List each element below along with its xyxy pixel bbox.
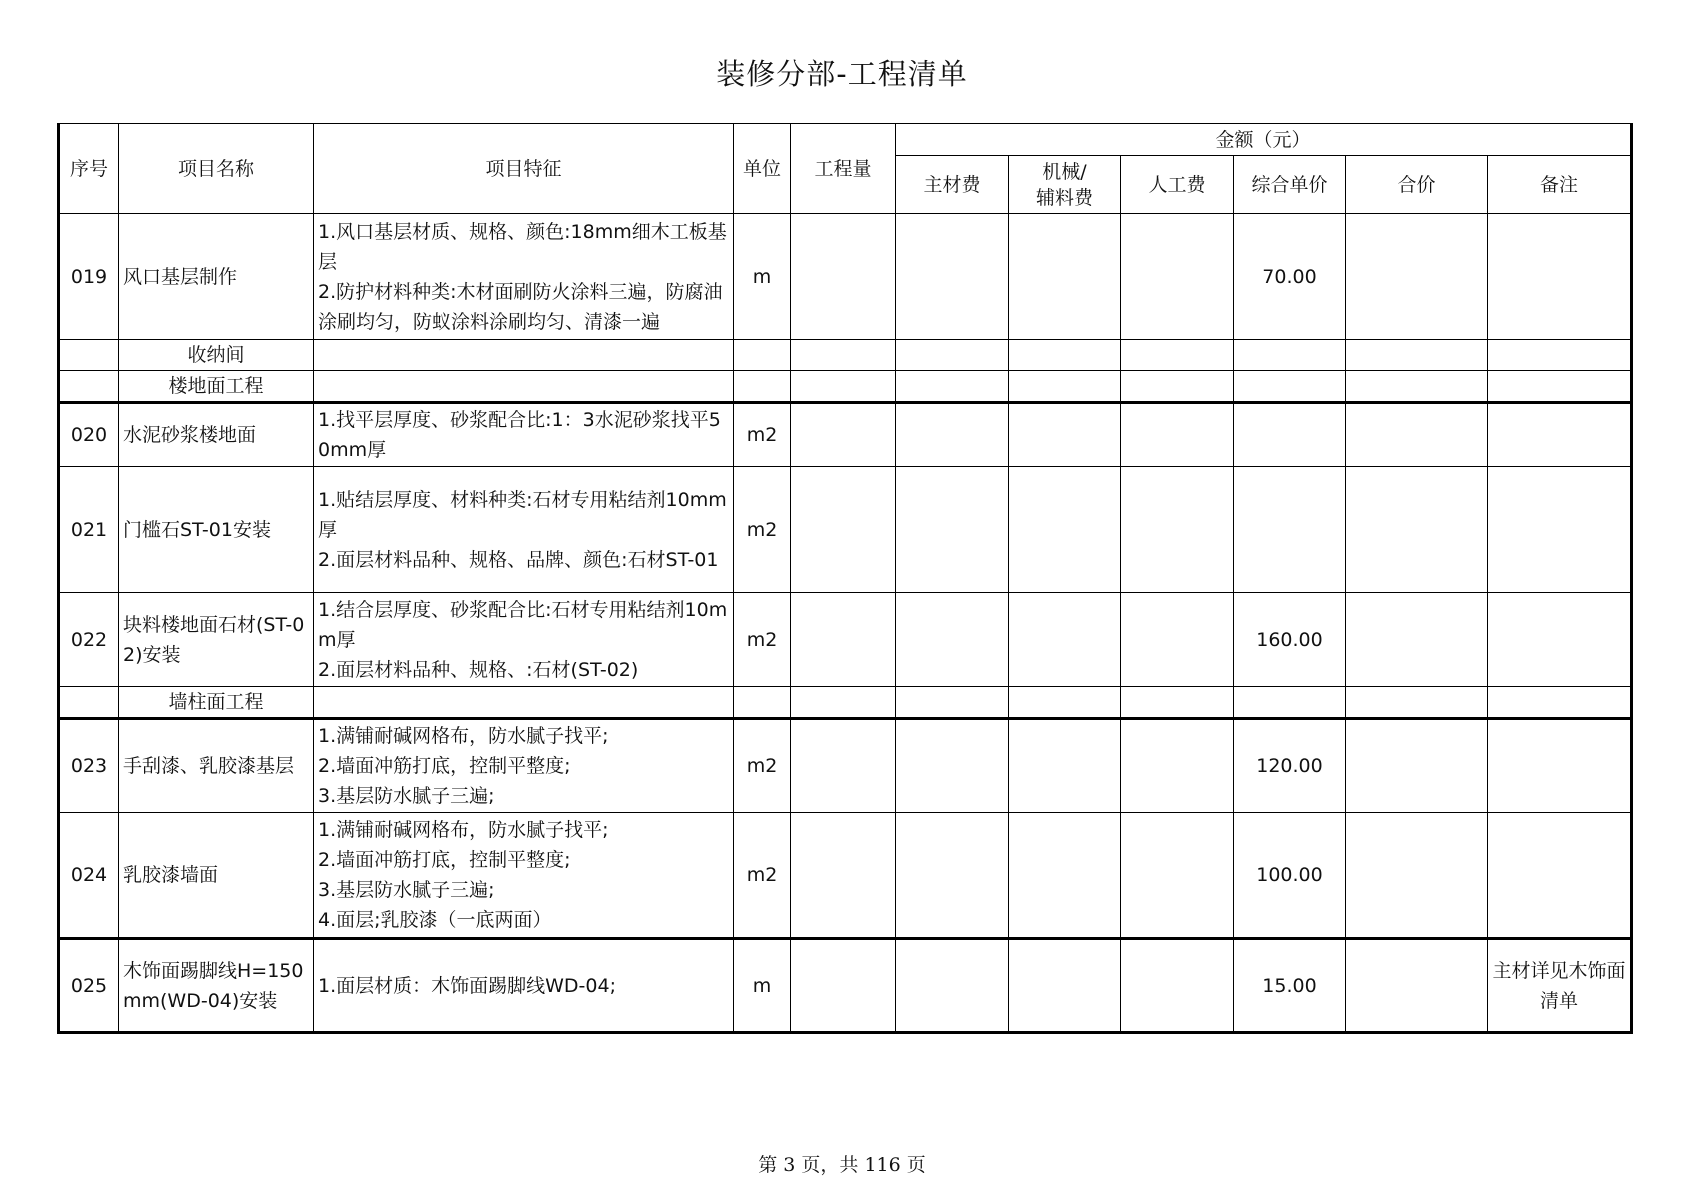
section-title: 楼地面工程 — [119, 371, 314, 403]
seq-cell: 019 — [59, 214, 119, 340]
machine-cell — [1009, 939, 1121, 1033]
table-row — [59, 593, 1632, 687]
empty-cell — [791, 371, 896, 403]
header-unit-price: 综合单价 — [1234, 156, 1346, 214]
empty-cell — [314, 687, 734, 719]
labor-cell — [1121, 593, 1234, 687]
total-cell — [1346, 467, 1488, 593]
quantity-cell — [791, 939, 896, 1033]
section-row — [59, 687, 1632, 719]
main-material-cell — [896, 813, 1009, 939]
empty-cell — [1234, 687, 1346, 719]
remark-cell — [1488, 467, 1632, 593]
labor-cell — [1121, 719, 1234, 813]
remark-cell — [1488, 214, 1632, 340]
feature-line: 3.基层防水腻子三遍; — [318, 879, 495, 901]
header-main-material: 主材费 — [896, 156, 1009, 214]
labor-cell — [1121, 467, 1234, 593]
feature-line: 4.面层;乳胶漆（一底两面） — [318, 909, 552, 931]
header-remark: 备注 — [1488, 156, 1632, 214]
feature-line: 1.贴结层厚度、材料种类:石材专用粘结剂10mm厚 — [318, 488, 727, 541]
feature-cell — [314, 813, 734, 939]
total-cell — [1346, 214, 1488, 340]
machine-cell — [1009, 467, 1121, 593]
remark-cell — [1488, 687, 1632, 719]
feature-cell — [314, 593, 734, 687]
item-name-cell: 门槛石ST-01安装 — [119, 467, 314, 593]
unit-cell: m2 — [734, 719, 791, 813]
table-row — [59, 467, 1632, 593]
header-unit: 单位 — [734, 124, 791, 214]
total-cell — [1346, 939, 1488, 1033]
total-cell — [1346, 813, 1488, 939]
main-material-cell — [896, 939, 1009, 1033]
seq-cell: 020 — [59, 403, 119, 467]
empty-cell — [896, 340, 1009, 371]
feature-line: 2.墙面冲筋打底，控制平整度; — [318, 849, 571, 871]
labor-cell — [1121, 813, 1234, 939]
seq-cell: 025 — [59, 939, 119, 1033]
feature-line: 2.墙面冲筋打底，控制平整度; — [318, 755, 571, 777]
unit-cell: m — [734, 214, 791, 340]
empty-cell — [1234, 371, 1346, 403]
table-row — [59, 403, 1632, 467]
feature-line: 1.满铺耐碱网格布，防水腻子找平; — [318, 819, 609, 841]
quantity-cell — [791, 593, 896, 687]
total-cell — [1346, 719, 1488, 813]
header-seq: 序号 — [59, 124, 119, 214]
seq-cell — [59, 340, 119, 371]
empty-cell — [1121, 371, 1234, 403]
section-row — [59, 340, 1632, 371]
page-title: 装修分部-工程清单 — [716, 57, 968, 91]
labor-cell — [1121, 939, 1234, 1033]
bill-of-quantities-table — [57, 123, 1633, 1034]
header-machine-line2: 辅料费 — [1035, 186, 1093, 209]
header-machine-line1: 机械/ — [1042, 160, 1087, 183]
main-material-cell — [896, 467, 1009, 593]
feature-line: 2.面层材料品种、规格、品牌、颜色:石材ST-01 — [318, 548, 719, 571]
item-name-cell: 水泥砂浆楼地面 — [119, 403, 314, 467]
seq-cell: 023 — [59, 719, 119, 813]
total-cell — [1346, 593, 1488, 687]
empty-cell — [791, 340, 896, 371]
quantity-cell — [791, 467, 896, 593]
total-cell — [1346, 403, 1488, 467]
main-material-cell — [896, 593, 1009, 687]
feature-cell — [314, 939, 734, 1033]
unit-price-cell: 120.00 — [1234, 719, 1346, 813]
unit-price-cell: 15.00 — [1234, 939, 1346, 1033]
header-feature: 项目特征 — [314, 124, 734, 214]
feature-line: 1.风口基层材质、规格、颜色:18mm细木工板基层 — [318, 220, 727, 273]
item-name-cell: 乳胶漆墙面 — [119, 813, 314, 939]
unit-cell: m2 — [734, 403, 791, 467]
seq-cell: 022 — [59, 593, 119, 687]
machine-cell — [1009, 593, 1121, 687]
seq-cell: 021 — [59, 467, 119, 593]
empty-cell — [734, 687, 791, 719]
empty-cell — [734, 371, 791, 403]
item-name-cell: 手刮漆、乳胶漆基层 — [119, 719, 314, 813]
seq-cell: 024 — [59, 813, 119, 939]
machine-cell — [1009, 813, 1121, 939]
seq-cell — [59, 687, 119, 719]
unit-cell: m2 — [734, 813, 791, 939]
empty-cell — [314, 371, 734, 403]
remark-cell — [1488, 371, 1632, 403]
unit-price-cell: 100.00 — [1234, 813, 1346, 939]
main-material-cell — [896, 719, 1009, 813]
table-row — [59, 939, 1632, 1033]
feature-line: 1.面层材质：木饰面踢脚线WD-04; — [318, 974, 616, 997]
empty-cell — [1346, 687, 1488, 719]
empty-cell — [1121, 687, 1234, 719]
empty-cell — [791, 687, 896, 719]
quantity-cell — [791, 719, 896, 813]
empty-cell — [1009, 340, 1121, 371]
unit-cell: m2 — [734, 467, 791, 593]
item-name-cell: 风口基层制作 — [119, 214, 314, 340]
feature-cell — [314, 214, 734, 340]
unit-price-cell: 70.00 — [1234, 214, 1346, 340]
remark-cell — [1488, 593, 1632, 687]
empty-cell — [896, 687, 1009, 719]
unit-cell: m2 — [734, 593, 791, 687]
unit-price-cell — [1234, 403, 1346, 467]
header-name: 项目名称 — [119, 124, 314, 214]
quantity-cell — [791, 214, 896, 340]
item-name-cell: 木饰面踢脚线H=150mm(WD-04)安装 — [119, 939, 314, 1033]
section-title: 墙柱面工程 — [119, 687, 314, 719]
empty-cell — [1346, 340, 1488, 371]
main-material-cell — [896, 403, 1009, 467]
machine-cell — [1009, 719, 1121, 813]
header-total: 合价 — [1346, 156, 1488, 214]
labor-cell — [1121, 403, 1234, 467]
empty-cell — [896, 371, 1009, 403]
header-quantity: 工程量 — [791, 124, 896, 214]
feature-line: 3.基层防水腻子三遍; — [318, 785, 495, 807]
feature-line: 1.结合层厚度、砂浆配合比:石材专用粘结剂10mm厚 — [318, 598, 728, 651]
empty-cell — [1234, 340, 1346, 371]
remark-cell — [1488, 403, 1632, 467]
unit-price-cell — [1234, 467, 1346, 593]
item-name-cell: 块料楼地面石材(ST-02)安装 — [119, 593, 314, 687]
quantity-cell — [791, 403, 896, 467]
empty-cell — [734, 340, 791, 371]
table-row — [59, 214, 1632, 340]
table-row — [59, 719, 1632, 813]
feature-cell — [314, 467, 734, 593]
remark-cell — [1488, 719, 1632, 813]
header-machine — [1009, 156, 1121, 214]
empty-cell — [1121, 340, 1234, 371]
remark-cell — [1488, 340, 1632, 371]
unit-price-cell: 160.00 — [1234, 593, 1346, 687]
seq-cell — [59, 371, 119, 403]
feature-cell — [314, 403, 734, 467]
section-title: 收纳间 — [119, 340, 314, 371]
table-row — [59, 813, 1632, 939]
labor-cell — [1121, 214, 1234, 340]
remark-cell: 主材详见木饰面清单 — [1488, 939, 1632, 1033]
empty-cell — [314, 340, 734, 371]
feature-line: 2.防护材料种类:木材面刷防火涂料三遍，防腐油涂刷均匀，防蚁涂料涂刷均匀、清漆一遍 — [318, 280, 723, 333]
unit-cell: m — [734, 939, 791, 1033]
empty-cell — [1346, 371, 1488, 403]
feature-line: 1.满铺耐碱网格布，防水腻子找平; — [318, 725, 609, 747]
feature-line: 2.面层材料品种、规格、:石材(ST-02) — [318, 658, 639, 681]
quantity-cell — [791, 813, 896, 939]
page-footer: 第 3 页，共 116 页 — [758, 1154, 926, 1176]
feature-cell — [314, 719, 734, 813]
header-amount-group: 金额（元） — [896, 124, 1632, 156]
empty-cell — [1009, 371, 1121, 403]
machine-cell — [1009, 403, 1121, 467]
empty-cell — [1009, 687, 1121, 719]
machine-cell — [1009, 214, 1121, 340]
feature-line: 1.找平层厚度、砂浆配合比:1：3水泥砂浆找平50mm厚 — [318, 409, 721, 461]
section-row — [59, 371, 1632, 403]
main-material-cell — [896, 214, 1009, 340]
remark-cell — [1488, 813, 1632, 939]
header-labor: 人工费 — [1121, 156, 1234, 214]
